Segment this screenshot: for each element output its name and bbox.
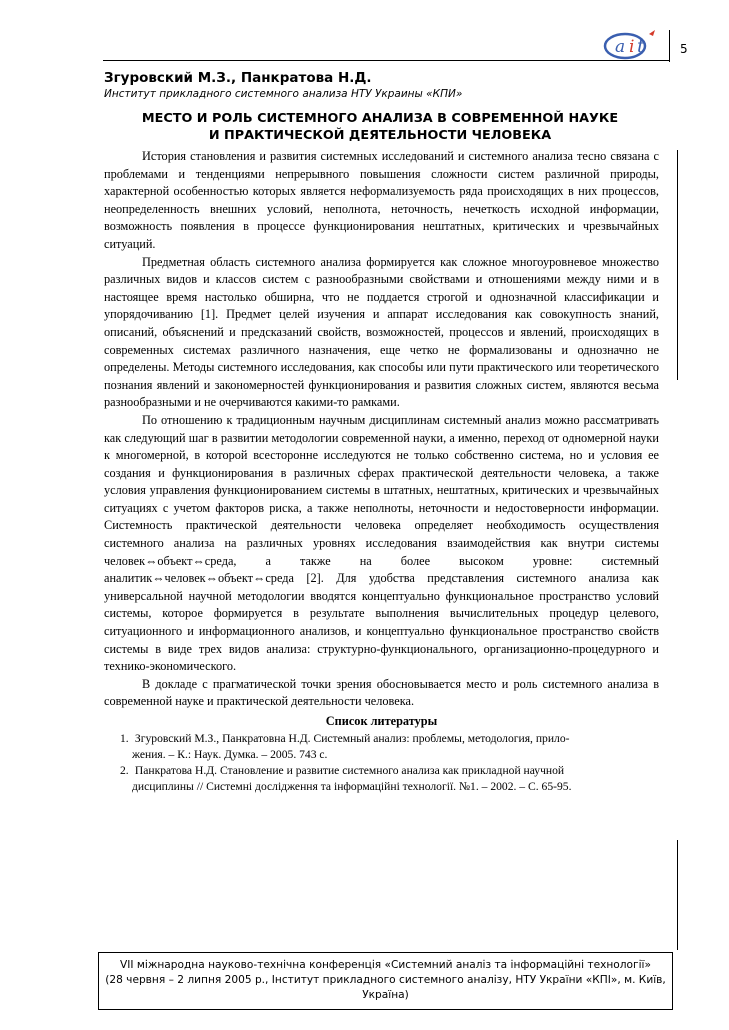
margin-rule-top (677, 150, 678, 380)
svg-text:a: a (615, 37, 626, 57)
reference-number: 2. (120, 763, 129, 777)
references-heading: Список литературы (325, 714, 438, 728)
header-rule (103, 60, 669, 61)
svg-text:t: t (637, 35, 645, 57)
footer-line-1: VII міжнародна науково-технічна конференція «Системний аналіз та інформаційні технології» (120, 959, 651, 971)
author-line: Згуровский М.З., Панкратова Н.Д. (104, 70, 372, 86)
article-body (104, 148, 659, 795)
margin-rule-bottom (677, 840, 678, 950)
paragraph-1: История становления и развития системных исследований и системного анализа тесно связана с проблемами и тенденциями непрерывного повышения сложности систем различной природы, характерной особенностью которых является неформализуемость ряда происходящих в них процессов, неопределенность внешних условий, неполнота, неточность, нечеткость исходной информации, возможность появления в процессе функционирования нештатных, критических и чрезвычайных ситуаций. (104, 149, 659, 251)
footer-line-2: (28 червня – 2 липня 2005 р., Інститут прикладного системного аналізу, НТУ України «КПІ», м. Київ, Україна) (105, 974, 666, 1001)
paragraph-3: По отношению к традиционным научным дисциплинам системный анализ можно рассматривать как следующий шаг в развитии методологии современной науки, а именно, переход от одномерной науки к многомерной, в которой всесторонне исследуются не только собственно система, но и условия ее создания и функционирования в различных сферах практической деятельности человека, а также условия управления функционированием системы в штатных, нештатных, критических и чрезвычайных ситуациях с учетом факторов риска, а также неполноты, неточности и недостоверности информации. Системность практической деятельности человека определяет необходимость осуществления системного анализа на различных уровнях исследования взаимодействия как внутри системы человек⇔объект⇔среда, а также на более высоком уровне: системный аналитик⇔человек⇔объект⇔среда [2]. Для удобства представления системного анализа как универсальной научной методологии вводятся концептуально функциональное пространство условий системы, которое формируется в результате выполнения вычислительных процедур целевого, ситуационного и информационного анализов, и концептуально функциональное пространство свойств системы в виде трех видов анализа: структурно-функционального, организационно-процедурного и технико-экономического. (104, 412, 659, 674)
reference-text-continued: дисциплины // Системні дослідження та інформаційні технології. №1. – 2002. – С. 65-95. (132, 779, 572, 793)
reference-number: 1. (120, 731, 129, 745)
reference-text: Панкратова Н.Д. Становление и развитие системного анализа как прикладной научной (134, 763, 565, 777)
paper-title-line-1: МЕСТО И РОЛЬ СИСТЕМНОГО АНАЛИЗА В СОВРЕМЕННОЙ НАУКЕ (141, 111, 619, 126)
affiliation-line: Институт прикладного системного анализа НТУ Украины «КПИ» (104, 88, 463, 100)
reference-text-continued: жения. – К.: Наук. Думка. – 2005. 743 с. (132, 747, 328, 761)
reference-item (120, 731, 659, 763)
page-number: 5 (680, 42, 688, 56)
paragraph-4: В докладе с прагматической точки зрения обосновывается место и роль системного анализа в современной науке и практической деятельности человека. (104, 676, 659, 709)
paragraph-2: Предметная область системного анализа формируется как сложное многоуровневое множество различных видов и классов систем с разнообразными свойствами и отношениями между ними и в настоящее время настолько обширна, что не поддается строгой и однозначной классификации и упорядочиванию [1]. Предмет целей изучения и аппарат исследования как совокупность знаний, описаний, объяснений и предсказаний свойств, возможностей, процессов и явлений, происходящих в современных системах различного назначения, еще четко не формализованы и однозначно не определены. Методы системного исследования, как способы или пути практического или теоретического познания явлений и закономерностей функционирования и развития сложных систем, являются весьма разнообразными и не очерчиваются какими-то рамками. (104, 254, 659, 410)
paper-title-line-2: И ПРАКТИЧЕСКОЙ ДЕЯТЕЛЬНОСТИ ЧЕЛОВЕКА (208, 128, 552, 143)
header-divider (669, 30, 670, 62)
conference-footer (98, 952, 673, 1010)
reference-item (120, 763, 659, 795)
svg-text:i: i (629, 37, 635, 57)
reference-text: Згуровский М.З., Панкратовна Н.Д. Системный анализ: проблемы, методология, прило- (134, 731, 570, 745)
reference-list (104, 731, 659, 795)
conference-logo (603, 26, 667, 60)
